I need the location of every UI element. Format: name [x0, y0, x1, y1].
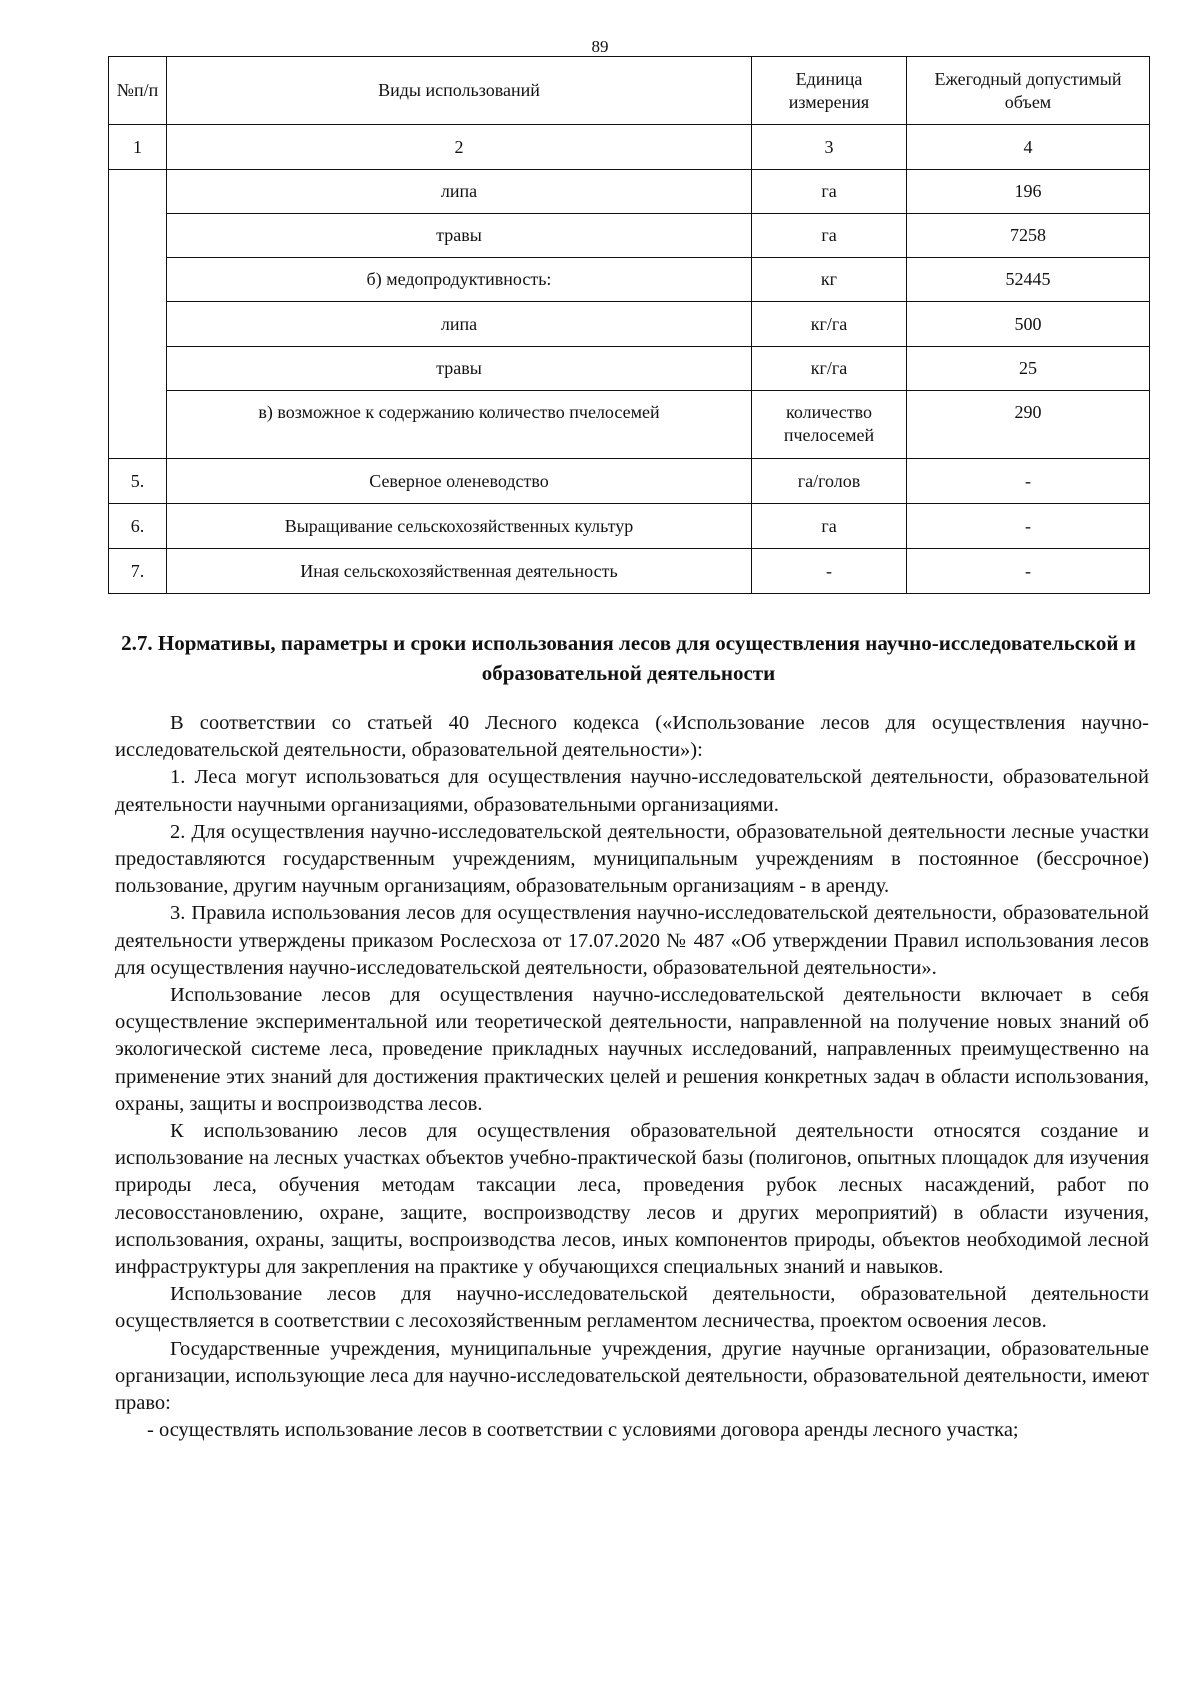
paragraph: 3. Правила использования лесов для осуществления научно-исследовательской деятельности, образовательной деятельности утверждены приказом Рослесхоза от 17.07.2020 № 487 «Об утверждении Правил использования лесов для осуществления научно-исследовательской деятельности, образовательной деятельности». — [115, 902, 1149, 979]
header-cell-number: №п/п — [109, 57, 167, 125]
unit-cell: кг — [752, 258, 907, 302]
unit-cell: га — [752, 504, 907, 549]
dash-list-item: - осуществлять использование лесов в соответствии с условиями договора аренды лесного участка; — [147, 1419, 1019, 1442]
table-row — [109, 214, 1150, 258]
table-header-row — [109, 57, 1150, 125]
usage-name-cell: травы — [167, 214, 752, 258]
usage-name-cell: липа — [167, 302, 752, 347]
paragraph: В соответствии со статьей 40 Лесного кодекса («Использование лесов для осуществления научно-исследовательской деятельности, образовательной деятельности»): — [115, 712, 1149, 762]
header-cell-usage-type: Виды использований — [167, 57, 752, 125]
paragraph: К использованию лесов для осуществления образовательной деятельности относятся создание и использование на лесных участках объектов учебно-практической базы (полигонов, опытных площадок для изучения природы леса, обучения методам таксации леса, проведения рубок лесных насаждений, работ по лесовосстановлению, охране, защите, воспроизводству лесов и других мероприятий) в области изучения, использования, охраны, защиты, воспроизводства лесов, иных компонентов природы, объектов необходимой лесной инфраструктуры для закрепления на практике у обучающихся специальных знаний и навыков. — [115, 1120, 1149, 1279]
numbering-cell: 3 — [752, 125, 907, 170]
paragraph: 1. Леса могут использоваться для осуществления научно-исследовательской деятельности, образовательной деятельности научными организациями, образовательными организациями. — [115, 766, 1149, 816]
unit-cell: кг/га — [752, 302, 907, 347]
volume-cell: 52445 — [907, 258, 1150, 302]
row-number-cell: 5. — [109, 459, 167, 504]
volume-cell: 500 — [907, 302, 1150, 347]
paragraph: Использование лесов для научно-исследовательской деятельности, образовательной деятельности осуществляется в соответствии с лесохозяйственным регламентом лесничества, проектом освоения лесов. — [115, 1283, 1149, 1333]
numbering-cell: 2 — [167, 125, 752, 170]
header-cell-annual-volume: Ежегодный допустимый объем — [907, 57, 1150, 125]
usage-name-cell: Выращивание сельскохозяйственных культур — [167, 504, 752, 549]
unit-cell: количество пчелосемей — [752, 391, 907, 459]
unit-cell: га/голов — [752, 459, 907, 504]
unit-cell: га — [752, 170, 907, 214]
unit-cell: га — [752, 214, 907, 258]
table-row — [109, 347, 1150, 391]
usage-name-cell: травы — [167, 347, 752, 391]
row-number-cell: 6. — [109, 504, 167, 549]
unit-cell: - — [752, 549, 907, 594]
table-row — [109, 170, 1150, 214]
table-row — [109, 459, 1150, 504]
table-row — [109, 549, 1150, 594]
header-cell-unit: Единица измерения — [752, 57, 907, 125]
page-number: 89 — [591, 37, 609, 56]
usage-name-cell: Иная сельскохозяйственная деятельность — [167, 549, 752, 594]
table-row — [109, 504, 1150, 549]
usage-name-cell: в) возможное к содержанию количество пчелосемей — [167, 391, 752, 459]
unit-cell: кг/га — [752, 347, 907, 391]
table-row — [109, 302, 1150, 347]
numbering-cell: 1 — [109, 125, 167, 170]
volume-cell: 290 — [907, 391, 1150, 459]
volume-cell: 25 — [907, 347, 1150, 391]
paragraph: 2. Для осуществления научно-исследовательской деятельности, образовательной деятельности лесные участки предоставляются государственным учреждениям, муниципальным учреждениям в постоянное (бессрочное) пользование, другим научным организациям, образовательным организациям - в аренду. — [115, 820, 1149, 898]
volume-cell: - — [907, 504, 1150, 549]
volume-cell: 7258 — [907, 214, 1150, 258]
section-heading: 2.7. Нормативы, параметры и сроки использования лесов для осуществления научно-исследовательской и образовательной деятельности — [121, 631, 1136, 685]
usage-name-cell: Северное оленеводство — [167, 459, 752, 504]
table-row — [109, 391, 1150, 459]
table-row — [109, 258, 1150, 302]
volume-cell: 196 — [907, 170, 1150, 214]
usage-table — [108, 56, 1150, 594]
numbering-cell: 4 — [907, 125, 1150, 170]
table-numbering-row — [109, 125, 1150, 170]
paragraph: Использование лесов для осуществления научно-исследовательской деятельности включает в себя осуществление экспериментальной или теоретической деятельности, направленной на получение новых знаний об экологической системе леса, проведение прикладных научных исследований, направленных преимущественно на применение этих знаний для достижения практических целей и решения конкретных задач в области использования, охраны, защиты и воспроизводства лесов. — [115, 984, 1149, 1115]
usage-name-cell: б) медопродуктивность: — [167, 258, 752, 302]
volume-cell: - — [907, 459, 1150, 504]
section-body — [115, 710, 1149, 1444]
usage-name-cell: липа — [167, 170, 752, 214]
paragraph: Государственные учреждения, муниципальные учреждения, другие научные организации, образовательные организации, использующие леса для научно-исследовательской деятельности, образовательной деятельности, имеют право: — [115, 1337, 1149, 1415]
row-number-cell: 7. — [109, 549, 167, 594]
merged-number-cell — [109, 170, 167, 459]
volume-cell: - — [907, 549, 1150, 594]
